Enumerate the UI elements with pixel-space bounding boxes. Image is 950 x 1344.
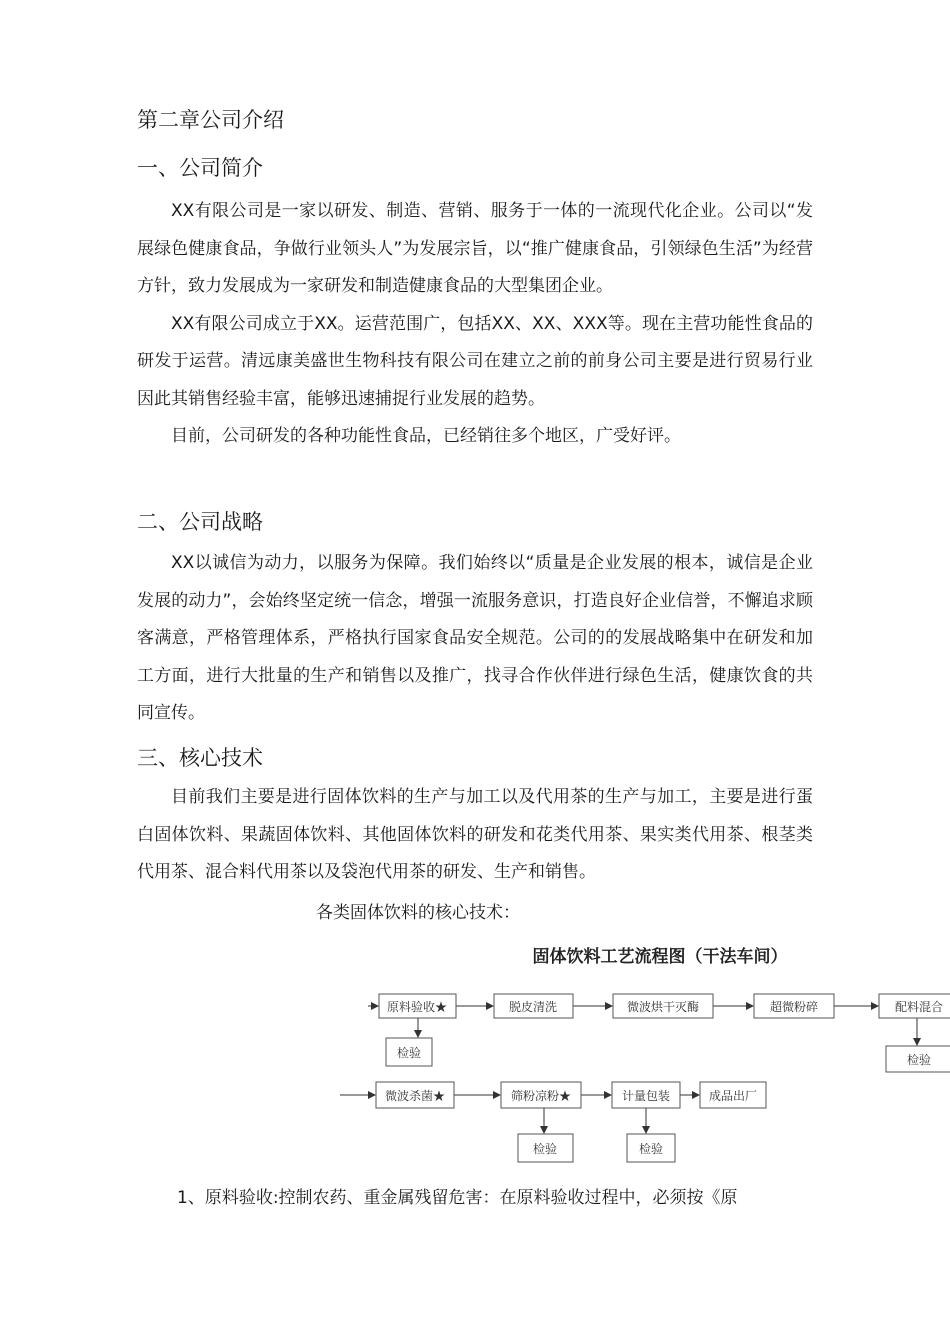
step-box-microwave-sterilization [376,1082,454,1108]
svg-text:检验: 检验 [532,1142,558,1156]
paragraph: XX以诚信为动力，以服务为保障。我们始终以“质量是企业发展的根本，诚信是企业发展的动力”，会始终坚定统一信念，增强一流服务意识，打造良好企业信誉，不懈追求顾客满意，严格管理体系，严格执行国家食品安全规范。公司的的发展战略集中在研发和加工方面，进行大批量的生产和销售以及推广，找寻合作伙伴进行绿色生活，健康饮食的共同宣传。 [137,553,813,723]
step-box-ultrafine-grinding [754,994,834,1018]
paragraph: XX有限公司是一家以研发、制造、营销、服务于一体的一流现代化企业。公司以“发展绿色健康食品，争做行业领头人”为发展宗旨，以“推广健康食品，引领绿色生活”为经营方针，致力发展成为一家研发和制造健康食品的大型集团企业。 [137,201,813,296]
figure-caption: 各类固体饮料的核心技术： [316,903,520,923]
flowchart-title: 固体饮料工艺流程图（干法车间） [532,947,788,967]
svg-text:成品出厂: 成品出厂 [708,1089,758,1103]
svg-text:筛粉凉粉★: 筛粉凉粉★ [510,1089,572,1103]
paragraph: 目前我们主要是进行固体饮料的生产与加工以及代用茶的生产与加工，主要是进行蛋白固体饮料、果蔬固体饮料、其他固体饮料的研发和花类代用茶、果实类代用茶、根茎类代用茶、混合料代用茶以及袋泡代用茶的研发、生产和销售。 [137,787,813,882]
step-box-metered-packaging [612,1082,680,1108]
svg-text:原料验收★: 原料验收★ [386,1000,448,1014]
inspect-box [886,1046,950,1072]
svg-text:检验: 检验 [906,1053,932,1067]
step-box-raw-material-acceptance [379,994,456,1018]
svg-text:检验: 检验 [396,1046,422,1060]
paragraph: XX有限公司成立于XX。运营范围广，包括XX、XX、XXX等。现在主营功能性食品的研发于运营。清远康美盛世生物科技有限公司在建立之前的前身公司主要是进行贸易行业因此其销售经验丰富，能够迅速捕捉行业发展的趋势。 [137,313,813,409]
step-box-finished-product-shipment [700,1082,766,1108]
chapter-title: 第二章公司介绍 [137,108,284,132]
inspect-box [518,1134,573,1162]
section-heading-tech: 三、核心技术 [137,746,263,770]
step-box-peeling-washing [494,994,573,1018]
svg-text:脱皮清洗: 脱皮清洗 [508,1000,558,1014]
paragraph: 目前，公司研发的各种功能性食品，已经销往多个地区，广受好评。 [171,426,681,446]
inspect-box [627,1134,675,1162]
section-heading-intro: 一、公司简介 [137,156,263,180]
svg-text:微波杀菌★: 微波杀菌★ [384,1089,446,1103]
inspect-box [386,1038,432,1066]
svg-text:超微粉碎: 超微粉碎 [769,1000,819,1014]
step-box-ingredient-mixing [879,994,950,1018]
step-box-sieving-cooling [501,1082,581,1108]
section-heading-strategy: 二、公司战略 [137,510,263,534]
list-item: 1、原料验收:控制农药、重金属残留危害：在原料验收过程中，必须按《原 [177,1188,738,1208]
svg-text:微波烘干灭酶: 微波烘干灭酶 [626,1000,700,1014]
svg-text:配料混合: 配料混合 [894,1000,944,1014]
svg-text:检验: 检验 [638,1142,664,1156]
step-box-microwave-drying [613,994,713,1018]
svg-text:计量包装: 计量包装 [621,1089,671,1103]
